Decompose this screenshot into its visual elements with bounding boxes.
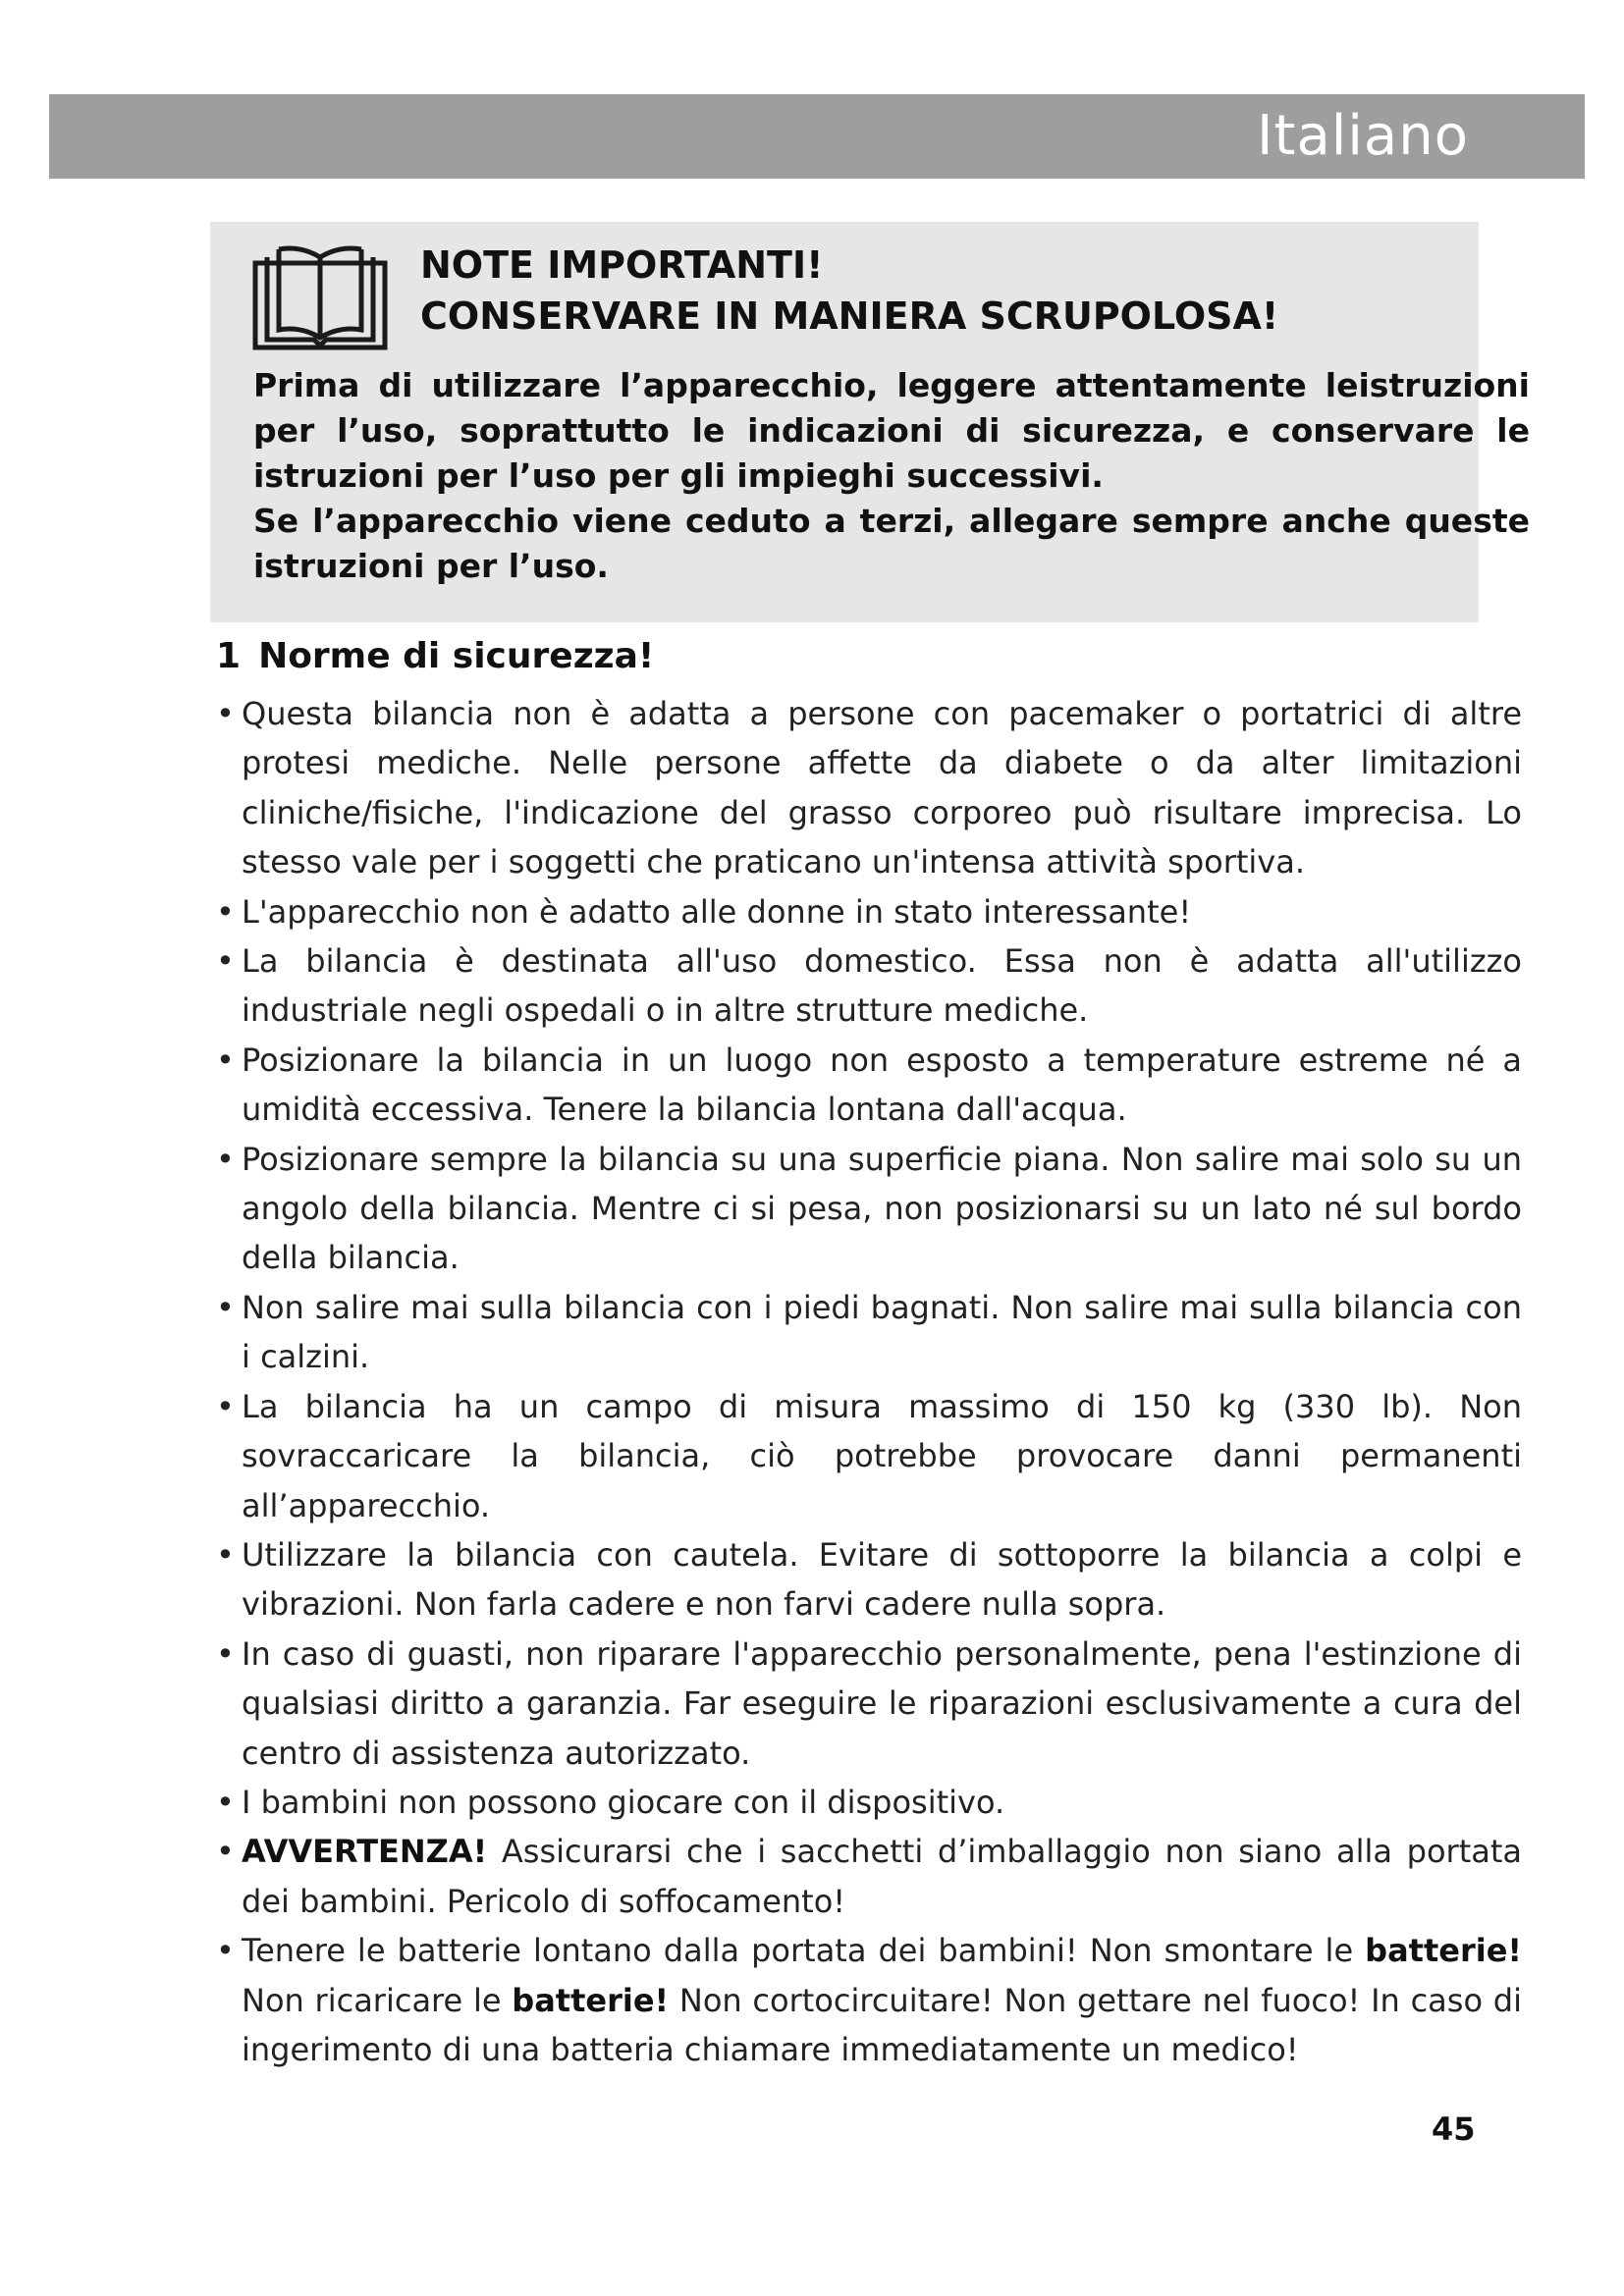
bullet: • — [216, 1634, 235, 1673]
battery-text-3: Non cortocircuitare! Non gettare nel fuoco! In caso di ingerimento di una batteria chiamare immediatamente un medico! — [242, 1981, 1522, 2068]
rule-text: Questa bilancia non è adatta a persone con pacemaker o portatrici di altre protesi mediche. Nelle persone affette da diabete o da alter limitazioni cliniche/fisiche, l'indicazione del grasso corporeo può risultare imprecisa. Lo stesso vale per i soggetti che praticano un'intensa attività sportiva. — [242, 695, 1522, 881]
list-item-batteries — [216, 1926, 1522, 2074]
note-title-line-2: CONSERVARE IN MANIERA SCRUPOLOSA! — [420, 294, 1279, 338]
section-heading — [216, 632, 654, 681]
list-item — [216, 1036, 1522, 1135]
language-header-bar — [49, 94, 1585, 179]
rule-text: In caso di guasti, non riparare l'apparecchio personalmente, pena l'estinzione di qualsiasi diritto a garanzia. Far eseguire le riparazioni esclusivamente a cura del centro di assistenza autorizzato. — [242, 1634, 1522, 1772]
bullet: • — [216, 1535, 235, 1574]
list-item — [216, 689, 1522, 887]
book-icon — [251, 236, 389, 351]
section-number: 1 — [216, 636, 242, 676]
list-item — [216, 936, 1522, 1036]
rule-text: Posizionare sempre la bilancia su una superficie piana. Non salire mai solo su un angolo della bilancia. Mentre ci si pesa, non posizionarsi su un lato né sul bordo della bilancia. — [242, 1140, 1522, 1277]
bullet: • — [216, 1288, 235, 1326]
bullet: • — [216, 942, 235, 981]
battery-bold-1: batterie! — [1365, 1932, 1522, 1970]
rule-text: Non salire mai sulla bilancia con i piedi bagnati. Non salire mai sulla bilancia con i calzini. — [242, 1288, 1522, 1376]
warning-text: Assicurarsi che i sacchetti d’imballaggio non siano alla portata dei bambini. Pericolo di soffocamento! — [242, 1833, 1522, 1920]
note-paragraph-2: Se l’apparecchio viene ceduto a terzi, allegare sempre anche queste istruzioni per l’uso. — [253, 502, 1530, 585]
note-paragraph-1: Prima di utilizzare l’apparecchio, leggere attentamente leistruzioni per l’uso, soprattutto le indicazioni di sicurezza, e conservare le istruzioni per l’uso per gli impieghi successivi. — [253, 366, 1530, 495]
list-item — [216, 1778, 1522, 1827]
list-item-warning — [216, 1827, 1522, 1926]
list-item — [216, 1629, 1522, 1778]
language-label: Italiano — [1257, 104, 1469, 168]
bullet: • — [216, 695, 235, 732]
warning-label: AVVERTENZA! — [242, 1833, 488, 1871]
rule-text: Posizionare la bilancia in un luogo non esposto a temperature estreme né a umidità eccessiva. Tenere la bilancia lontana dall'acqua. — [242, 1041, 1522, 1129]
rule-text: L'apparecchio non è adatto alle donne in stato interessante! — [242, 892, 1192, 931]
list-item — [216, 887, 1522, 936]
rule-text: Utilizzare la bilancia con cautela. Evitare di sottoporre la bilancia a colpi e vibrazioni. Non farla cadere e non farvi cadere nulla sopra. — [242, 1535, 1522, 1624]
note-title — [420, 240, 1278, 342]
rule-text: La bilancia ha un campo di misura massimo di 150 kg (330 lb). Non sovraccaricare la bilancia, ciò potrebbe provocare danni permanenti all’apparecchio. — [242, 1387, 1522, 1524]
bullet: • — [216, 1833, 235, 1871]
rule-text: La bilancia è destinata all'uso domestico. Essa non è adatta all'utilizzo industriale negli ospedali o in altre strutture mediche. — [242, 942, 1522, 1030]
bullet: • — [216, 1140, 235, 1178]
list-item — [216, 1382, 1522, 1530]
battery-bold-2: batterie! — [512, 1981, 670, 2019]
battery-text-2: Non ricaricare le — [242, 1981, 513, 2019]
section-title: Norme di sicurezza! — [258, 636, 655, 676]
bullet: • — [216, 1387, 235, 1425]
rule-text: I bambini non possono giocare con il dispositivo. — [242, 1783, 1005, 1821]
battery-text-1: Tenere le batterie lontano dalla portata dei bambini! Non smontare le — [242, 1932, 1366, 1970]
list-item — [216, 1283, 1522, 1382]
note-body — [253, 363, 1530, 589]
bullet: • — [216, 1783, 235, 1821]
list-item — [216, 1530, 1522, 1629]
bullet: • — [216, 1932, 235, 1970]
page-number: 45 — [1432, 2110, 1476, 2148]
bullet: • — [216, 892, 235, 931]
note-title-line-1: NOTE IMPORTANTI! — [420, 243, 824, 287]
safety-rules-list — [216, 689, 1522, 2074]
bullet: • — [216, 1041, 235, 1079]
list-item — [216, 1135, 1522, 1283]
